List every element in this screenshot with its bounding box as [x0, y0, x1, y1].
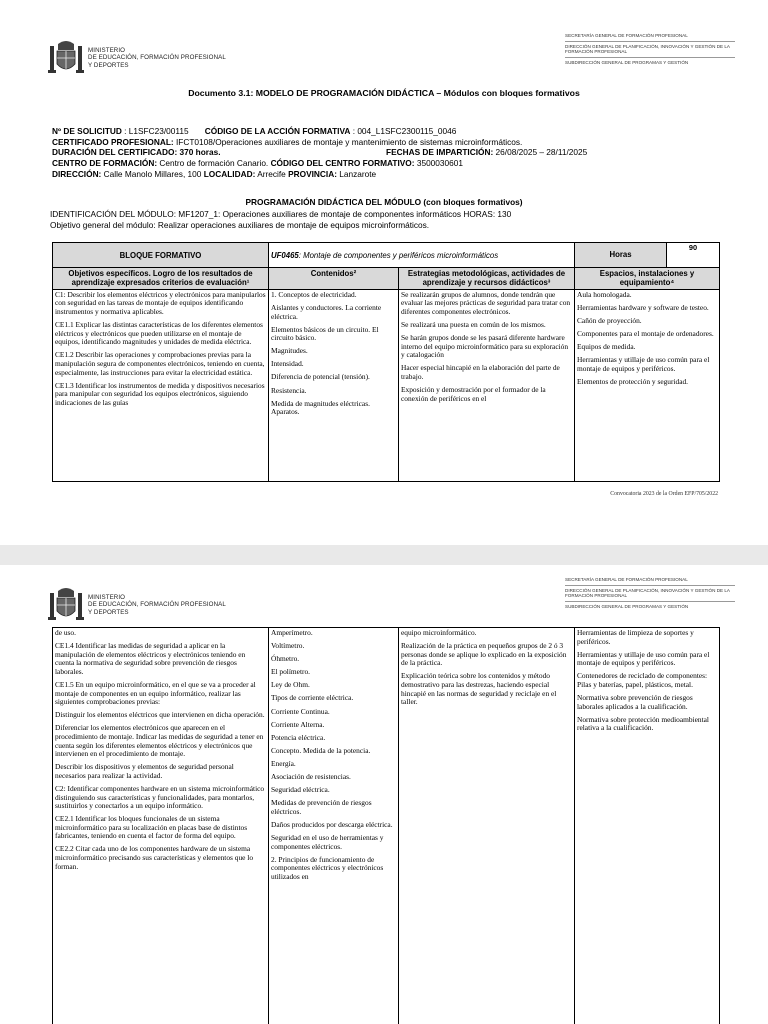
uf-title: UF0465: Montaje de componentes y periféricos microinformáticos — [269, 243, 575, 268]
horas-label: Horas — [575, 243, 667, 267]
horas-value: 90 — [688, 243, 698, 252]
document-title: Documento 3.1: MODELO DE PROGRAMACIÓN DIDÁCTICA – Módulos con bloques formativos — [188, 88, 580, 98]
secretaria-block: SECRETARÍA GENERAL DE FORMACIÓN PROFESIONAL DIRECCIÓN GENERAL DE PLANIFICACIÓN, INNOVACIÓN Y GESTIÓN DE LA FORMACIÓN PROFESIONAL SUBDIRECCIÓN GENERAL DE PROGRAMAS Y GESTIÓN — [565, 577, 735, 613]
ministry-name: MINISTERIO DE EDUCACIÓN, FORMACIÓN PROFESIONAL Y DEPORTES — [88, 594, 226, 616]
ministry-name: MINISTERIO DE EDUCACIÓN, FORMACIÓN PROFESIONAL Y DEPORTES — [88, 47, 226, 69]
programacion-table — [52, 242, 720, 482]
objetivos-cell: de uso. CE1.4 Identificar las medidas de seguridad a aplicar en la manipulación de elementos eléctricos y electrónicos teniendo en cuenta la normativa de seguridad sobre prevención de riesgos laborales. CE1.5 En un equipo microinformático, en el que se va a proceder al montaje de componentes en un equipo informático, realizar las siguientes comprobaciones previas: Distinguir los elementos eléctricos que intervienen en dicha operación. Diferenciar los elementos electrónicos que aparecen en el procedimiento de montaje. Indicar las medidas de seguridad a tener en cuenta según los diferentes elementos eléctricos y electrónicos que intervienen en el procedimiento de montaje. Describir los dispositivos y elementos de seguridad personal necesarios para realizar la actividad. C2: Identificar componentes hardware en un sistema microinformático distinguiendo sus características y funcionalidades, para montarlos, sustituirlos y conectarlos a un equipo informático. CE2.1 Identificar los bloques funcionales de un sistema microinformático para su localización en placas base de distintos fabricantes, teniendo en cuenta el factor de forma del equipo. CE2.2 Citar cada uno de los componentes hardware de un sistema microinformático precisando sus características y elementos que lo forman. — [53, 628, 269, 1024]
secretaria-block: SECRETARÍA GENERAL DE FORMACIÓN PROFESIONAL DIRECCIÓN GENERAL DE PLANIFICACIÓN, INNOVACIÓN Y GESTIÓN DE LA FORMACIÓN PROFESIONAL SUBDIRECCIÓN GENERAL DE PROGRAMAS Y GESTIÓN — [565, 33, 735, 69]
espacios-cell: Herramientas de limpieza de soportes y periféricos. Herramientas y utillaje de uso común para el montaje de equipos y periféricos. Contenedores de reciclado de componentes: Pilas y baterías, papel, plásticos, metal. Normativa sobre prevención de riesgos laborales aplicados a la cualificación. Normativa sobre protección medioambiental relativa a la cualificación. — [575, 628, 720, 1024]
objetivos-cell: C1: Describir los elementos eléctricos y electrónicos para manipularlos con seguridad en las tareas de montaje de equipos identificando instrumentos y normativa aplicables. CE1.1 Explicar las distintas características de los diferentes elementos eléctricos y electrónicos que pueden utilizarse en el montaje de equipos, identificando magnitudes y unidades de medida eléctrica. CE1.2 Describir las operaciones y comprobaciones previas para la manipulación segura de componentes electrónicos, teniendo en cuenta, especialmente, las instrucciones para evitar la electricidad estática. CE1.3 Identificar los instrumentos de medida y dispositivos necesarios para manipular con seguridad los equipos electrónicos, siguiendo indicaciones de las guías — [53, 289, 269, 481]
programacion-table-continued — [52, 627, 720, 1024]
table-header-row — [53, 268, 720, 290]
contenidos-cell: 1. Conceptos de electricidad. Aislantes y conductores. La corriente eléctrica. Elementos básicos de un circuito. El circuito básico. Magnitudes. Intensidad. Diferencia de potencial (tensión). Resistencia. Medida de magnitudes eléctricas. Aparatos. — [269, 289, 399, 481]
contenidos-cell: Amperímetro. Voltímetro. Óhmetro. El polímetro. Ley de Ohm. Tipos de corriente eléctrica. Corriente Continua. Corriente Alterna. Potencia eléctrica. Concepto. Medida de la potencia. Energía. Asociación de resistencias. Seguridad eléctrica. Medidas de prevención de riesgos eléctricos. Daños producidos por descarga eléctrica. Seguridad en el uso de herramientas y componentes eléctricos. 2. Principios de funcionamiento de componentes eléctricos y electrónicos utilizados en — [269, 628, 399, 1024]
bloque-label: BLOQUE FORMATIVO — [53, 243, 269, 268]
table-row — [53, 289, 720, 481]
coat-of-arms-icon — [48, 585, 84, 625]
header-estrategias: Estrategias metodológicas, actividades de aprendizaje y recursos didácticos³ — [399, 268, 575, 290]
estrategias-cell: equipo microinformático. Realización de la práctica en pequeños grupos de 2 ó 3 personas donde se aplique lo explicado en la exposición de la práctica. Explicación teórica sobre los contenidos y método demostrativo para las destrezas, haciendo especial hincapié en las normas de seguridad y reciclaje en el taller. — [399, 628, 575, 1024]
table-row — [53, 628, 720, 1024]
header-contenidos: Contenidos² — [269, 268, 399, 290]
page-footer: Convocatoria 2023 de la Orden EFP/705/2022 — [610, 491, 718, 497]
header-espacios: Espacios, instalaciones y equipamiento⁴ — [575, 268, 720, 290]
ministry-logo — [48, 38, 226, 78]
programacion-title: PROGRAMACIÓN DIDÁCTICA DEL MÓDULO (con bloques formativos) — [245, 197, 523, 207]
document-page-2 — [0, 565, 768, 1024]
course-info: Nº DE SOLICITUD : L1SFC23/00115 CÓDIGO DE LA ACCIÓN FORMATIVA : 004_L1SFC2300115_0046 CERTIFICADO PROFESIONAL: IFCT0108/Operaciones auxiliares de montaje y mantenimiento de sistemas microinformáticos. DURACIÓN DEL CERTIFICADO: 370 horas. FECHAS DE IMPARTICIÓN: 26/08/2025 – 28/11/2025 CENTRO DE FORMACIÓN: Centro de formación Canario. CÓDIGO DEL CENTRO FORMATIVO: 3500030601 DIRECCIÓN: Calle Manolo Millares, 100 LOCALIDAD: Arrecife PROVINCIA: Lanzarote — [52, 126, 588, 179]
ministry-logo — [48, 585, 226, 625]
header-objetivos: Objetivos específicos. Logro de los resultados de aprendizaje expresados criterios de evaluación¹ — [53, 268, 269, 290]
module-identification: IDENTIFICACIÓN DEL MÓDULO: MF1207_1: Operaciones auxiliares de montaje de componentes informáticos HORAS: 130 Objetivo general del módulo: Realizar operaciones auxiliares de montaje de equipos microinformáticos. — [50, 209, 512, 230]
horas-cell — [575, 243, 720, 268]
estrategias-cell: Se realizarán grupos de alumnos, donde tendrán que evaluar las mejores prácticas de seguridad para tratar con diferentes componentes electrónicos. Se realizará una puesta en común de los mismos. Se harán grupos donde se les pasará diferente hardware interno del equipo microinformático para su exploración y catalogación Hacer especial hincapié en la elaboración del parte de trabajo. Exposición y demostración por el formador de la conexión de periféricos en el — [399, 289, 575, 481]
espacios-cell: Aula homologada. Herramientas hardware y software de testeo. Cañón de proyección. Componentes para el montaje de ordenadores. Equipos de medida. Herramientas y utillaje de uso común para el montaje de equipos y periféricos. Elementos de protección y seguridad. — [575, 289, 720, 481]
coat-of-arms-icon — [48, 38, 84, 78]
bloque-row — [53, 243, 720, 268]
